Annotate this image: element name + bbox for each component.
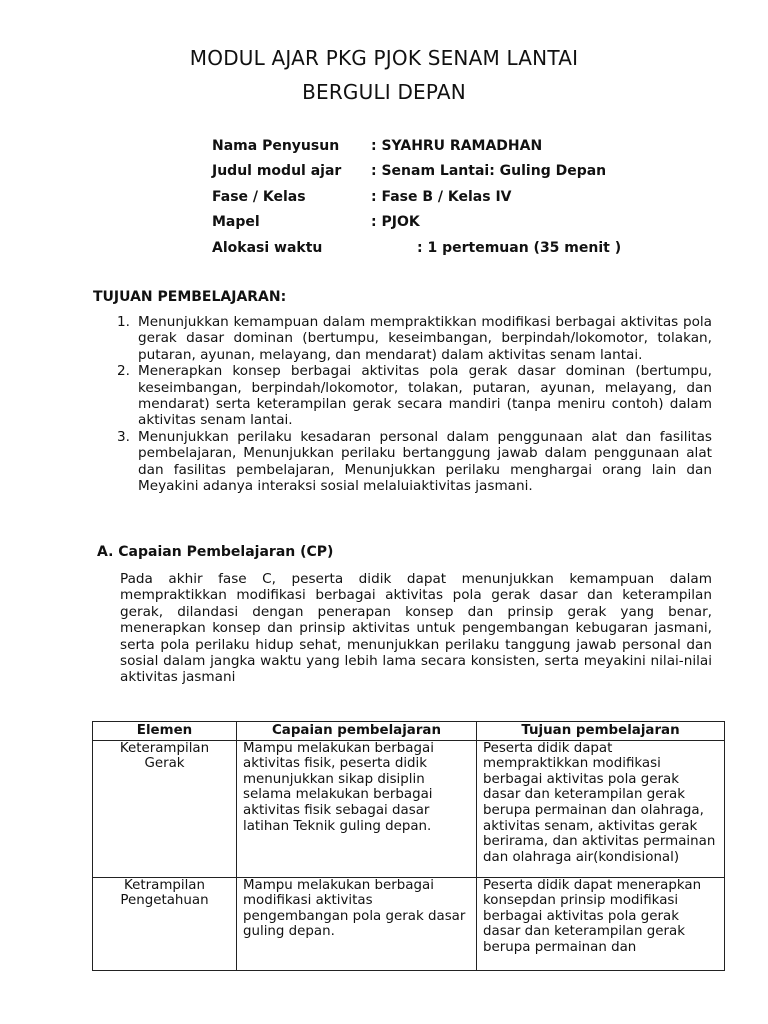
document-title-line-2: BERGULI DEPAN (302, 80, 466, 104)
meta-value: : Fase B / Kelas IV (371, 188, 512, 205)
outcomes-table (92, 721, 725, 971)
meta-value: : SYAHRU RAMADHAN (371, 138, 543, 154)
cell-capaian: Mampu melakukan berbagai aktivitas fisik, peserta didik menunjukkan sikap disiplin selama melakukan berbagai aktivitas fisik sebagai dasar latihan Teknik guling depan. (237, 740, 477, 877)
table-row (93, 877, 725, 970)
document-title-line-1: MODUL AJAR PKG PJOK SENAM LANTAI (189, 46, 579, 70)
learning-outcomes-heading: A. Capaian Pembelajaran (CP) (97, 544, 334, 560)
meta-label: Alokasi waktu (212, 239, 323, 256)
cell-tujuan: Peserta didik dapat mempraktikkan modifikasi berbagai aktivitas pola gerak dasar dan keterampilan gerak berupa permainan dan olahraga, aktivitas senam, aktivitas gerak berirama, dan aktivitas permainan dan olahraga air(kondisional) (477, 740, 725, 877)
meta-value: : 1 pertemuan (35 menit ) (417, 239, 622, 256)
meta-value: : Senam Lantai: Guling Depan (371, 163, 607, 180)
meta-label: Nama Penyusun (212, 138, 340, 154)
list-item (112, 429, 712, 495)
learning-outcomes-paragraph: Pada akhir fase C, peserta didik dapat menunjukkan kemampuan dalam mempraktikkan modifikasi berbagai aktivitas pola gerak dasar dan keterampilan gerak, dilandasi dengan penerapan konsep dan prinsip gerak yang benar, menerapkan konsep dan prinsip aktivitas untuk pengembangan kebugaran jasmani, serta pola perilaku hidup sehat, menunjukkan perilaku tanggung jawab personal dan sosial dalam jangka waktu yang lebih lama secara konsisten, serta meyakini nilai-nilai aktivitas jasmani (120, 571, 712, 686)
list-item (112, 314, 712, 363)
list-item-text: Menunjukkan kemampuan dalam mempraktikkan modifikasi berbagai aktivitas pola gerak dasar dominan (bertumpu, keseimbangan, berpindah/lokomotor, tolakan, putaran, ayunan, melayang, dan mendarat) dalam aktivitas senam lantai. (138, 314, 712, 363)
cell-elemen: Keterampilan Gerak (93, 740, 237, 877)
list-item-text: Menerapkan konsep berbagai aktivitas pola gerak dasar dominan (bertumpu, keseimbangan, berpindah/lokomotor, tolakan, putaran, ayunan, melayang, dan mendarat) serta keterampilan gerak secara mandiri (tanpa meniru contoh) dalam aktivitas senam lantai. (138, 363, 712, 429)
cell-elemen: Ketrampilan Pengetahuan (93, 877, 237, 970)
column-header-elemen: Elemen (93, 722, 237, 741)
list-item-text: Menunjukkan perilaku kesadaran personal dalam penggunaan alat dan fasilitas pembelajaran, Menunjukkan perilaku bertanggung jawab dalam penggunaan alat dan fasilitas pembelajaran, Menunjukkan perilaku menghargai orang lain dan Meyakini adanya interaksi sosial melaluiaktivitas jasmani. (138, 428, 712, 495)
column-header-tujuan: Tujuan pembelajaran (477, 722, 725, 741)
learning-objectives-heading: TUJUAN PEMBELAJARAN: (93, 289, 287, 305)
meta-label: Mapel (212, 214, 260, 231)
meta-label: Fase / Kelas (212, 188, 306, 205)
table-header-row (93, 722, 725, 741)
column-header-capaian: Capaian pembelajaran (237, 722, 477, 741)
list-number: 2. (117, 363, 130, 380)
cell-capaian: Mampu melakukan berbagai modifikasi aktivitas pengembangan pola gerak dasar guling depan. (237, 877, 477, 970)
list-number: 3. (117, 428, 130, 445)
learning-objectives-list (112, 314, 712, 494)
list-number: 1. (117, 314, 130, 330)
table-row (93, 740, 725, 877)
meta-label: Judul modul ajar (212, 163, 342, 180)
list-item (112, 363, 712, 429)
cell-tujuan: Peserta didik dapat menerapkan konsepdan prinsip modifikasi berbagai aktivitas pola gerak dasar dan keterampilan gerak berupa permainan dan (477, 877, 725, 970)
meta-value: : PJOK (371, 214, 420, 231)
